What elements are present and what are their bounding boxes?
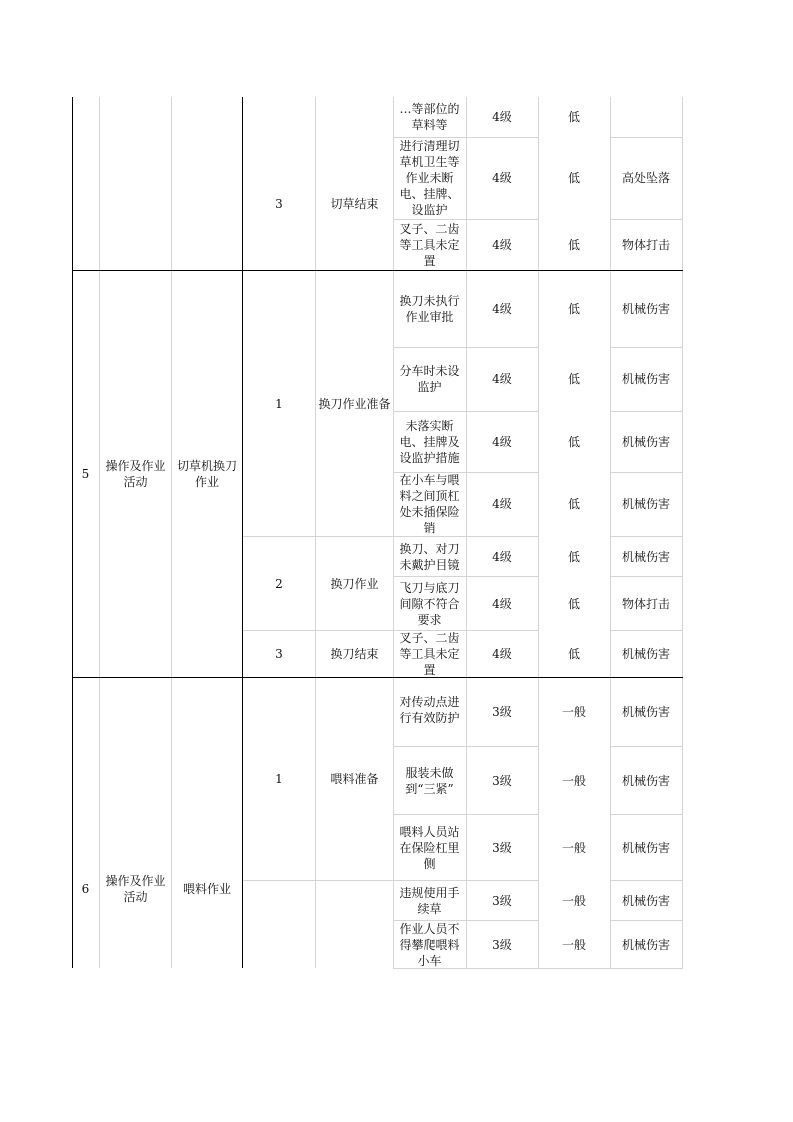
step-name: 换刀作业准备	[318, 396, 391, 411]
hazard-description: 对传动点进行有效防护	[399, 695, 460, 725]
risk-level: 4级	[492, 372, 512, 386]
risk-level: 4级	[492, 171, 512, 185]
accident-type: 机械伤害	[621, 840, 670, 855]
activity-category: 操作及作业活动	[105, 459, 166, 489]
accident-type: 机械伤害	[621, 302, 670, 316]
risk-grade: 低	[567, 302, 580, 316]
risk-grade: 低	[567, 110, 580, 124]
risk-grade: 低	[567, 647, 580, 661]
risk-level: 3级	[492, 893, 512, 908]
hazard-description: 叉子、二齿等工具未定置	[399, 631, 460, 677]
risk-level: 3级	[492, 705, 512, 719]
hazard-description: 喂料人员站在保险杠里侧	[399, 824, 460, 871]
risk-level: 4级	[492, 647, 512, 661]
hazard-description: 换刀、对刀未戴护目镜	[399, 541, 460, 572]
risk-level: 4级	[492, 434, 512, 449]
risk-grade: 低	[567, 372, 580, 386]
risk-level: 4级	[492, 237, 512, 252]
accident-type: 机械伤害	[621, 549, 670, 564]
activity-name: 喂料作业	[182, 882, 231, 896]
step-name: 喂料准备	[330, 772, 379, 786]
accident-type: 物体打击	[621, 237, 670, 252]
accident-type: 机械伤害	[621, 434, 670, 449]
step-number: 1	[275, 772, 283, 786]
hazard-description: 未落实断电、挂牌及设监护措施	[399, 418, 460, 465]
step-number: 1	[275, 396, 283, 411]
risk-grade: 低	[567, 497, 580, 511]
step-name: 切草结束	[330, 196, 379, 211]
risk-level: 3级	[492, 773, 512, 788]
risk-grade: 一般	[561, 937, 586, 952]
step-name: 换刀作业	[330, 576, 379, 591]
risk-level: 3级	[492, 937, 512, 952]
accident-type: 机械伤害	[621, 937, 670, 952]
hazard-description: 在小车与喂料之间顶杠处未插保险销	[399, 473, 460, 535]
accident-type: 机械伤害	[621, 647, 670, 661]
accident-type: 物体打击	[621, 596, 670, 611]
risk-level: 4级	[492, 497, 512, 511]
risk-level: 4级	[492, 302, 512, 316]
hazard-description: 分车时未设监护	[399, 364, 460, 394]
hazard-description: 换刀未执行作业审批	[399, 294, 460, 324]
risk-level: 3级	[492, 840, 512, 855]
step-name: 换刀结束	[330, 647, 379, 661]
risk-grade: 低	[567, 434, 580, 449]
accident-type: 机械伤害	[621, 497, 670, 511]
step-number: 2	[275, 576, 283, 591]
risk-grade: 一般	[561, 893, 586, 908]
accident-type: 高处坠落	[621, 171, 670, 185]
hazard-description: 叉子、二齿等工具未定置	[399, 221, 460, 268]
hazard-description: 作业人员不得攀爬喂料小车	[399, 921, 460, 968]
accident-type: 机械伤害	[621, 893, 670, 908]
hazard-description: 服装未做到“三紧”	[405, 765, 454, 796]
risk-level: 4级	[492, 596, 512, 611]
activity-name: 切草机换刀作业	[176, 459, 237, 489]
risk-grade: 一般	[561, 705, 586, 719]
risk-grade: 低	[567, 237, 580, 252]
hazard-description: 进行清理切草机卫生等作业未断电、挂牌、设监护	[399, 139, 460, 217]
risk-grade: 低	[567, 549, 580, 564]
grid-line	[682, 97, 683, 968]
risk-level: 4级	[492, 110, 512, 124]
accident-type: 机械伤害	[621, 773, 670, 788]
row-sequence: 6	[81, 882, 90, 896]
risk-grade: 低	[567, 171, 580, 185]
risk-grade: 一般	[561, 773, 586, 788]
hazard-description: …等部位的草料等	[399, 102, 460, 132]
step-number: 3	[275, 196, 283, 211]
risk-grade: 一般	[561, 840, 586, 855]
hazard-description: 违规使用手续草	[399, 885, 460, 916]
risk-level: 4级	[492, 549, 512, 564]
row-sequence: 5	[81, 467, 90, 481]
step-number: 3	[275, 647, 283, 661]
hazard-description: 飞刀与底刀间隙不符合要求	[399, 580, 460, 627]
activity-category: 操作及作业活动	[105, 874, 166, 904]
accident-type: 机械伤害	[621, 705, 670, 719]
accident-type: 机械伤害	[621, 372, 670, 386]
risk-grade: 低	[567, 596, 580, 611]
